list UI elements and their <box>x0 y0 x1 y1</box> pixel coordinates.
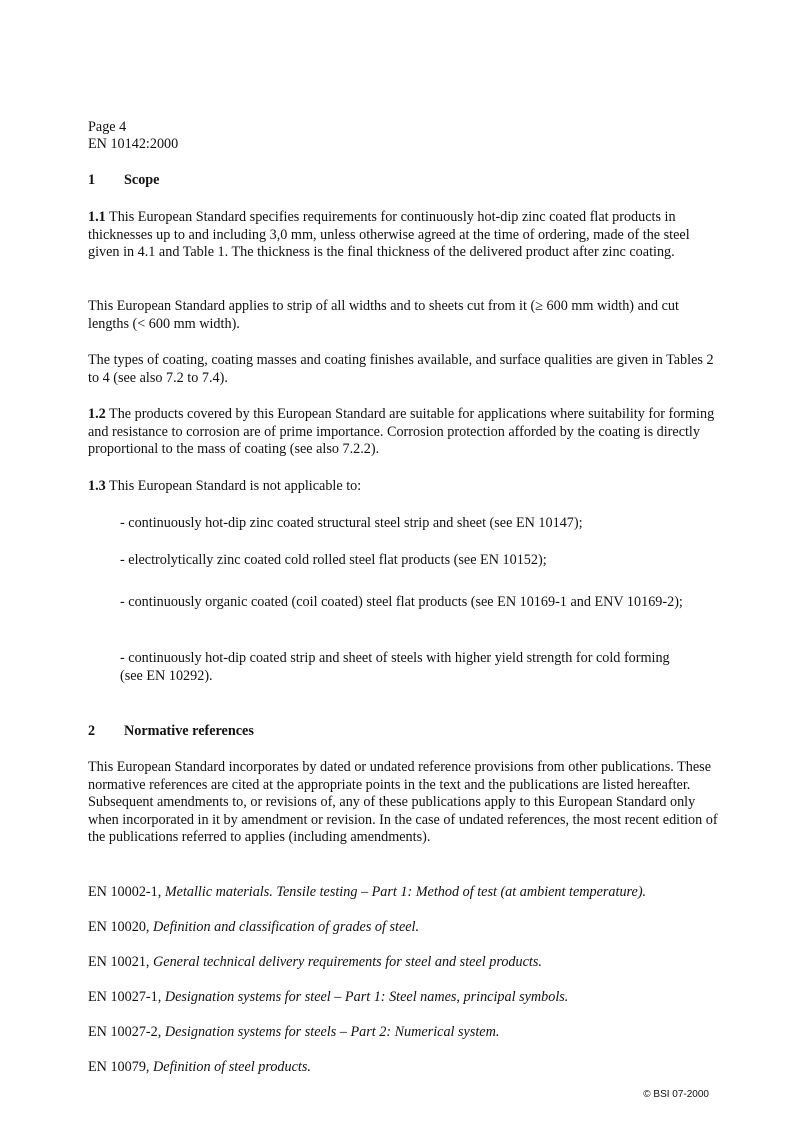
reference-entry <box>88 1059 311 1077</box>
reference-code: EN 10027-1, <box>88 989 162 1005</box>
exclusion-item: - continuously hot-dip coated strip and sheet of steels with higher yield strength for cold forming (see EN 10292). <box>120 650 670 684</box>
reference-entry <box>88 884 646 902</box>
reference-entry <box>88 989 568 1007</box>
section-1-title: Scope <box>124 172 160 188</box>
paragraph-coating-types: The types of coating, coating masses and coating finishes available, and surface qualities are given in Tables 2 to 4 (see also 7.2 to 7.4). <box>88 352 714 386</box>
clause-1-1-number: 1.1 <box>88 209 106 225</box>
clause-1-3-number: 1.3 <box>88 478 106 494</box>
reference-code: EN 10079, <box>88 1059 150 1075</box>
paragraph-1-2 <box>88 406 718 459</box>
reference-code: EN 10020, <box>88 919 150 935</box>
reference-title: Definition and classification of grades of steel. <box>153 919 420 935</box>
normative-intro-paragraph: This European Standard incorporates by dated or undated reference provisions from other publications. These normative references are cited at the appropriate points in the text and the publications are listed hereafter. Subsequent amendments to, or revisions of, any of these publications apply to this European Standard only when incorporated in it by amendment or revision. In the case of undated references, the most recent edition of the publications referred to applies (including amendments). <box>88 759 718 845</box>
reference-title: Designation systems for steel – Part 1: Steel names, principal symbols. <box>164 989 569 1005</box>
reference-code: EN 10027-2, <box>88 1024 162 1040</box>
reference-entry <box>88 954 542 972</box>
reference-title: Metallic materials. Tensile testing – Part 1: Method of test (at ambient temperature). <box>164 884 647 900</box>
paragraph-1-3 <box>88 478 718 496</box>
clause-1-2-number: 1.2 <box>88 406 106 422</box>
paragraph-widths: This European Standard applies to strip of all widths and to sheets cut from it (≥ 600 mm width) and cut lengths (< 600 mm width). <box>88 298 679 332</box>
clause-1-3-text: This European Standard is not applicable to: <box>109 478 362 494</box>
reference-entry <box>88 1024 499 1042</box>
section-2-title: Normative references <box>124 723 254 739</box>
reference-title: Definition of steel products. <box>153 1059 311 1075</box>
section-1-number: 1 <box>88 172 96 188</box>
clause-1-2-text: The products covered by this European Standard are suitable for applications where suitability for forming and resistance to corrosion are of prime importance. Corrosion protection afforded by the coating is directly proportional to the mass of coating (see also 7.2.2). <box>88 406 715 457</box>
page-number: Page 4 <box>88 119 127 135</box>
standard-reference: EN 10142:2000 <box>88 136 179 152</box>
exclusion-item: - electrolytically zinc coated cold rolled steel flat products (see EN 10152); <box>120 552 547 568</box>
reference-code: EN 10021, <box>88 954 150 970</box>
section-2-number: 2 <box>88 723 96 739</box>
reference-entry <box>88 919 419 937</box>
exclusion-item: - continuously hot-dip zinc coated structural steel strip and sheet (see EN 10147); <box>120 515 583 531</box>
reference-title: Designation systems for steels – Part 2: Numerical system. <box>164 1024 500 1040</box>
exclusion-item: - continuously organic coated (coil coated) steel flat products (see EN 10169-1 and ENV 10169-2); <box>120 594 683 610</box>
reference-code: EN 10002-1, <box>88 884 162 900</box>
paragraph-1-1 <box>88 209 718 262</box>
reference-title: General technical delivery requirements for steel and steel products. <box>153 954 542 970</box>
copyright-footer: © BSI 07-2000 <box>643 1089 709 1100</box>
clause-1-1-text: This European Standard specifies requirements for continuously hot-dip zinc coated flat products in thicknesses up to and including 3,0 mm, unless otherwise agreed at the time of ordering, made of the steel given in 4.1 and Table 1. The thickness is the final thickness of the delivered product after zinc coating. <box>88 209 690 260</box>
